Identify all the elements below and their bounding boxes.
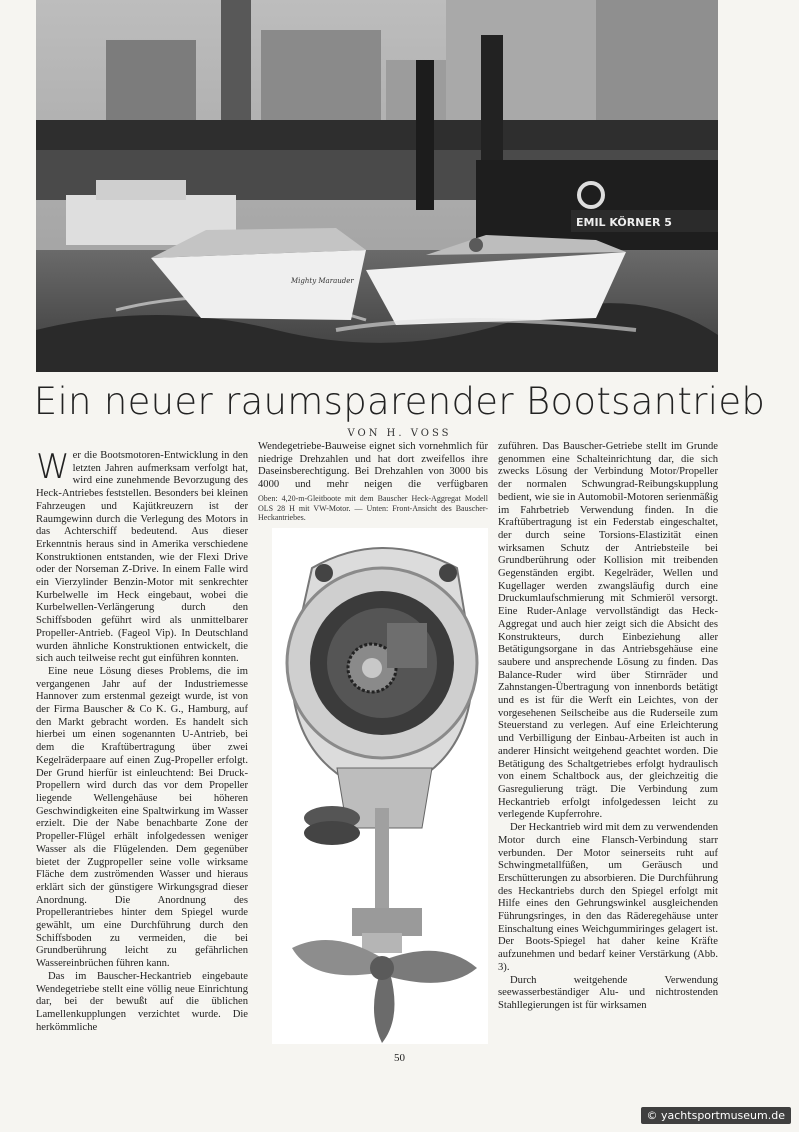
boat-name-text: Mighty Marauder [291,277,354,285]
text-column-2 [258,441,488,491]
paragraph: Wendegetriebe-Bauweise eignet sich vornehmlich für niedrige Drehzahlen und hat dort zweifellos ihre Daseinsberechtigung. Bei Drehzahlen von 3000 bis 4000 und mehr neigen die verfügbaren [258,441,488,491]
image-caption: Oben: 4,20-m-Gleitboote mit dem Bauscher Heck-Aggregat Modell OLS 28 H mit VW-Motor. — Unten: Front-Ansicht des Bauscher-Heckantriebes. [258,494,488,523]
watermark: © yachtsportmuseum.de [641,1107,791,1124]
text-column-1 [36,450,248,1050]
paragraph: Das im Bauscher-Heckantrieb eingebaute Wendegetriebe stellt eine völlig neue Einrichtung dar, bei der bewußt auf die üblichen Lamellenkupplungen verzichtet wurde. Die herkömmliche [36,970,248,1033]
drop-cap: W [36,450,70,487]
page-number: 50 [394,1052,405,1064]
stern-drive-illustration [272,528,488,1044]
paragraph: zuführen. Das Bauscher-Getriebe stellt im Grunde genommen eine Schalteinrichtung dar, die sich zwecks Lösung der Verbindung Motor/Propeller der normalen Schwungrad-Reibungskupplung bedient, wie sie in Automobil-Motoren serienmäßig im Fahrbetrieb Verwendung finden. In die Kraftübertragung ist ein Federstab eingeschaltet, der durch seine Torsions-Elastizität einen wirksamen Schutz der Antriebsteile bei Grundberührung oder Kollision mit treibenden Gegenständen ergibt. Kegelräder, Wellen und Kugellager werden zwangsläufig durch eine Druckumlaufschmierung mit Schmieröl versorgt. Eine Ruder-Anlage vervollständigt das Heck-Aggregat und auch hier zeigt sich die Absicht des Konstrukteurs, durch Einbeziehung aller Betätigungsorgane in das Antriebsgehäuse eine saubere und ansprechende Lösung zu finden. Das Balance-Ruder wird über Stirnräder und Zahnstangen-Übertragung von innenbords betätigt und es ist für die Werft ein Leichtes, von der vorgesehenen Seilscheibe aus die Ruderseile zum Steuerstand zu verlegen. Auf eine Erleichterung und Verbilligung der Einbau-Arbeiten ist auch in anderer Hinsicht weitgehend geachtet worden. Die Betätigung des Schaltgetriebes erfolgt hydraulisch von einem Schaltbock aus, der gleichzeitig die Gasregulierung trägt. Die Verbindung zum Heckantrieb erfolgt infolgedessen leicht zu verlegende Kupferrohre. [498,441,718,821]
article-title: Ein neuer raumsparender Bootsantrieb [33,380,766,423]
paragraph: Eine neue Lösung dieses Problems, die im vergangenen Jahr auf der Industriemesse Hannover zum erstenmal gezeigt wurde, ist von der Firma Bauscher & Co K. G., Hamburg, auf den Markt gebracht worden. Es handelt sich hierbei um einen sogenannten U-Antrieb, bei dem die Kraftübertragung über zwei Kegelräderpaare auf einen Zug-Propeller erfolgt. Der Grund hierfür ist einleuchtend: Bei Druck-Propellern wird durch das vor dem Propeller liegende Wellengehäuse bei höheren Geschwindigkeiten eine Spaltwirkung im Wasser erzielt. Die der Nabe benachbarte Zone der Propeller-Flügel erhält infolgedessen weniger Wasser als die Flügelenden. Dem gegenüber bietet der Zugpropeller seine volle wirksame Fläche dem zuströmenden Wasser und hieraus erklärt sich der günstigere Wirkungsgrad dieser Anordnung. Die Anordnung des Propellerantriebes hinter dem Spiegel wurde gewählt, um eine Durchführung durch den Schiffsboden zu vermeiden, die bei Grundberührung leicht zu gefährlichen Wassereinbrüchen führen kann. [36,665,248,970]
article-byline: VON H. VOSS [347,428,452,439]
text-column-3 [498,441,718,1053]
paragraph: Wer die Bootsmotoren-Entwicklung in den letzten Jahren aufmerksam verfolgt hat, wird eine zunehmende Bevorzugung des Heck-Antriebes feststellen. Besonders bei kleinen Fahrzeugen und Kajütkreuzern ist der Raumgewinn durch die Verlegung des Motors in das Achterschiff bedeutend. Aus dieser Erkenntnis heraus sind in Amerika verschiedene Konstruktionen entstanden, wie der Flexi Drive oder der Norseman Z-Drive. In einem Falle wird ein Vierzylinder Benzin-Motor mit senkrechter Kurbelwelle im Heck eingebaut, wobei die Kurbelwellen-Verlängerung durch den Schiffsboden geführt wird als unmittelbarer Propeller-Antrieb. (Fageol Vip). In Deutschland wurden ähnliche Konstruktionen entwickelt, die sich auch teilweise recht gut einführen konnten. [36,450,248,665]
harbor-speedboat-photo [36,0,718,372]
tug-name-text: EMIL KÖRNER 5 [576,216,672,229]
paragraph: Durch weitgehende Verwendung seewasserbeständiger Alu- und nichtrostenden Stahllegierungen ist für wirksamen [498,974,718,1011]
paragraph: Der Heckantrieb wird mit dem zu verwendenden Motor durch eine Flansch-Verbindung starr verbunden. Der Motor seinerseits ruht auf Schwingmetallfüßen, um Geräusch und Erschütterungen zu absorbieren. Die Durchführung des Heckantriebs durch den Spiegel erfolgt mit Hilfe eines den Gehrungswinkel ausgleichenden Führungsringes, in den das Räderegehäuse unter Einschaltung eines Weichgummiringes gelagert ist. Der Boots-Spiegel hat daher keine Kräfte aufzunehmen und bedarf keiner Verstärkung (Abb. 3). [498,822,718,973]
